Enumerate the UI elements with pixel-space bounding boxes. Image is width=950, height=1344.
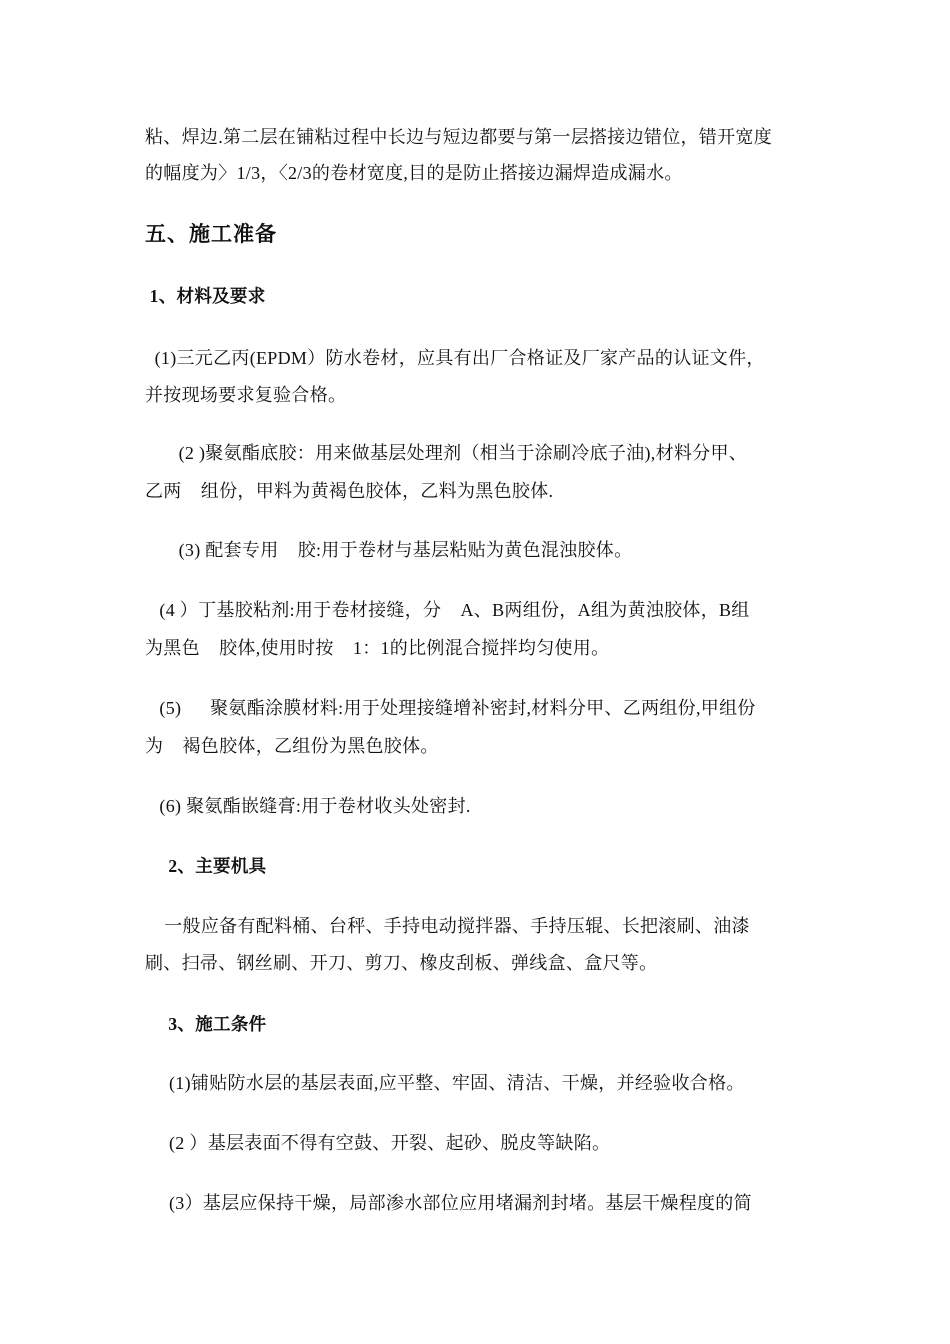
paragraph-line: 为黑色 胶体,使用时按 1：1的比例混合搅拌均匀使用。: [145, 638, 610, 658]
paragraph-line: (6) 聚氨酯嵌缝膏:用于卷材收头处密封.: [145, 796, 471, 816]
paragraph-line: 的幅度为〉1/3，〈2/3的卷材宽度,目的是防止搭接边漏焊造成漏水。: [145, 163, 683, 183]
paragraph-line: (2 ）基层表面不得有空鼓、开裂、起砂、脱皮等缺陷。: [145, 1133, 611, 1153]
paragraph-line: (3）基层应保持干燥，局部渗水部位应用堵漏剂封堵。基层干燥程度的简: [145, 1193, 752, 1213]
subsection-heading: 1、材料及要求: [145, 286, 266, 306]
paragraph-line: (1)铺贴防水层的基层表面,应平整、牢固、清洁、干燥，并经验收合格。: [145, 1073, 745, 1093]
paragraph-line: (1)三元乙丙(EPDM）防水卷材，应具有出厂合格证及厂家产品的认证文件，: [145, 348, 765, 368]
paragraph-line: 刷、扫帚、钢丝刷、开刀、剪刀、橡皮刮板、弹线盒、盒尺等。: [145, 953, 658, 973]
paragraph-line: (2 )聚氨酯底胶：用来做基层处理剂（相当于涂刷冷底子油),材料分甲、: [145, 443, 748, 463]
paragraph-line: 并按现场要求复验合格。: [145, 385, 347, 405]
subsection-heading: 3、施工条件: [145, 1014, 267, 1034]
subsection-heading: 2、主要机具: [145, 856, 267, 876]
paragraph-line: (4 ）丁基胶粘剂:用于卷材接缝，分 A、B两组份，A组为黄浊胶体，B组: [145, 600, 750, 620]
section-heading: 五、施工准备: [145, 222, 277, 246]
paragraph-line: 粘、焊边.第二层在铺粘过程中长边与短边都要与第一层搭接边错位，错开宽度: [145, 127, 772, 147]
paragraph-line: 为 褐色胶体，乙组份为黑色胶体。: [145, 736, 439, 756]
paragraph-line: 一般应备有配料桶、台秤、手持电动搅拌器、手持压辊、长把滚刷、油漆: [145, 916, 750, 936]
paragraph-line: (3) 配套专用 胶:用于卷材与基层粘贴为黄色混浊胶体。: [145, 540, 633, 560]
paragraph-line: 乙两 组份，甲料为黄褐色胶体，乙料为黑色胶体.: [145, 481, 554, 501]
paragraph-line: (5) 聚氨酯涂膜材料:用于处理接缝增补密封,材料分甲、乙两组份,甲组份: [145, 698, 756, 718]
